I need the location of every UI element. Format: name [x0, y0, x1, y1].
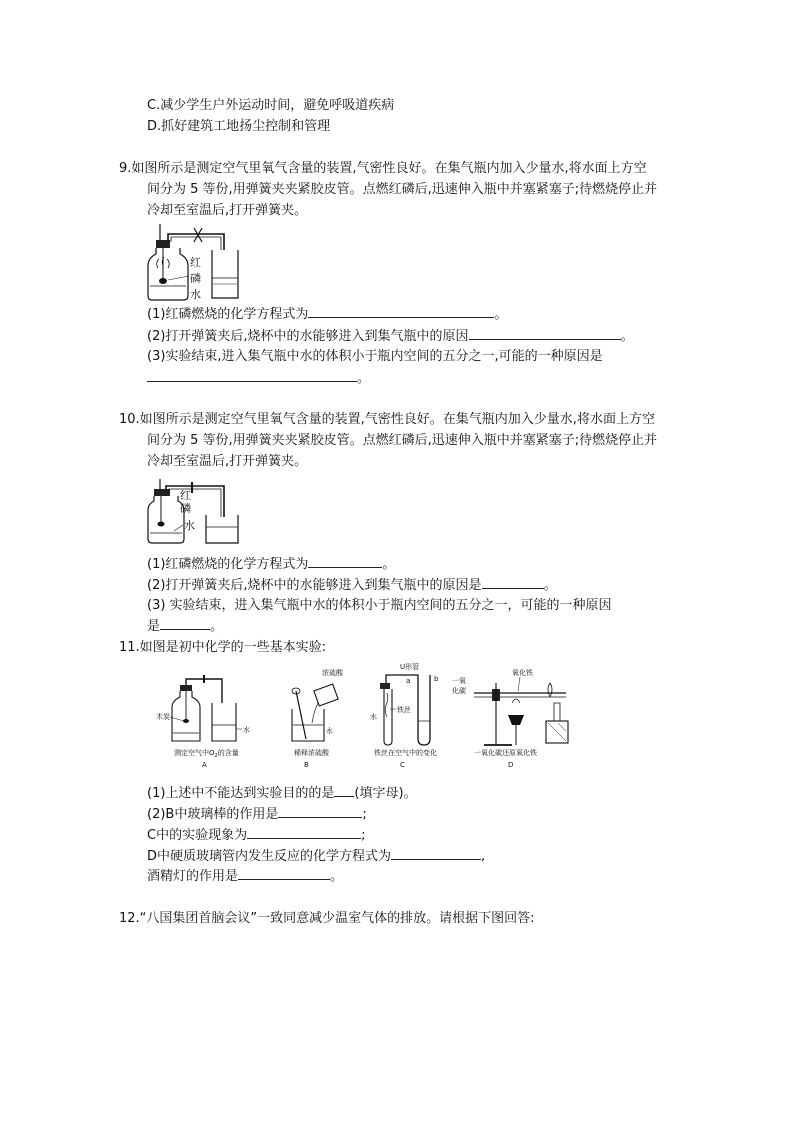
q11-c-label-b: b: [434, 675, 439, 683]
q11-sub-3: C中的实验现象为 ;: [147, 828, 366, 843]
q11-d-label-co-1: 一氧: [452, 677, 466, 685]
q9-stem-line-1: 9.如图所示是测定空气里氧气含量的装置,气密性良好。在集气瓶内加入少量水,将水面上方空: [119, 161, 647, 176]
q10-stem-line-2: 间分为 5 等份,用弹簧夹夹紧胶皮管。点燃红磷后,迅速伸入瓶中并塞紧塞子;待燃烧停止并: [147, 433, 658, 448]
q11-b-letter: B: [304, 761, 309, 769]
q11-figure-c: [370, 662, 439, 769]
q11-a-label-mutan: 木炭: [156, 713, 170, 721]
q10-sub-1-blank[interactable]: [308, 555, 382, 568]
q11-a-caption: 测定空气中$O_2$的含量: [174, 749, 239, 759]
q11-c-letter: C: [400, 761, 405, 769]
q9-sub-1-blank[interactable]: [308, 305, 494, 318]
q9-label-shui: 水: [190, 288, 201, 301]
q9-label-lin: 磷: [190, 272, 201, 285]
q9-sub-3-blank[interactable]: [147, 369, 357, 382]
q11-stem: 11.如图是初中化学的一些基本实验:: [119, 640, 327, 655]
q11-b-caption: 稀释浓硫酸: [294, 749, 329, 757]
q11-sub-4: D中硬质玻璃管内发生反应的化学方程式为 ,: [147, 849, 486, 864]
q10-sub-1: (1)红磷燃烧的化学方程式为 。: [147, 557, 396, 572]
q10-label-lin: 磷: [180, 502, 191, 515]
q10-sub-3: (3) 实验结束，进入集气瓶中水的体积小于瓶内空间的五分之一，可能的一种原因: [147, 598, 612, 613]
q11-b-label-acid: 浓硫酸: [322, 669, 343, 677]
q11-figure-d: [452, 668, 568, 769]
q11-d-label-fe2o3: 氧化铁: [512, 669, 533, 677]
q9-sub-2-blank[interactable]: [469, 327, 621, 340]
q11-sub-2: (2)B中玻璃棒的作用是 ;: [147, 807, 367, 822]
q11-sub-4-blank[interactable]: [391, 847, 481, 860]
q10-sub-3-blank[interactable]: [160, 617, 210, 630]
q11-experiments-figure: [156, 663, 586, 775]
q11-c-label-u: U形管: [400, 663, 420, 671]
q11-c-label-a: a: [406, 677, 411, 685]
q9-sub-3-cont: 。: [147, 369, 370, 388]
q12-stem: 12.“八国集团首脑会议”一致同意减少温室气体的排放。请根据下图回答:: [119, 911, 535, 926]
q8-option-c: C.减少学生户外运动时间，避免呼吸道疾病: [147, 98, 395, 113]
q10-sub-2-blank[interactable]: [482, 576, 544, 589]
q11-sub-1: (1)上述中不能达到实验目的的是 (填字母)。: [147, 786, 417, 801]
q10-apparatus-figure: [146, 477, 246, 547]
q9-sub-3: (3)实验结束,进入集气瓶中水的体积小于瓶内空间的五分之一,可能的一种原因是: [147, 349, 603, 364]
q11-sub-3-blank[interactable]: [247, 826, 361, 839]
q11-sub-5-blank[interactable]: [238, 867, 330, 880]
q11-sub-1-blank[interactable]: [334, 784, 354, 797]
q9-apparatus-figure: [146, 220, 246, 304]
q11-b-label-shui: 水: [326, 727, 333, 735]
q11-figure-b: [292, 668, 344, 769]
q11-a-label-shui: 水: [243, 726, 250, 734]
q11-a-letter: A: [202, 761, 207, 769]
q11-d-caption: 一氧化碳还原氧化铁: [474, 749, 537, 757]
q9-sub-1: (1)红磷燃烧的化学方程式为 。: [147, 307, 508, 322]
q11-d-letter: D: [508, 761, 514, 769]
q11-figure-a: [156, 675, 250, 769]
q10-sub-2: (2)打开弹簧夹后,烧杯中的水能够进入到集气瓶中的原因是 。: [147, 578, 557, 593]
q9-stem-line-2: 间分为 5 等份,用弹簧夹夹紧胶皮管。点燃红磷后,迅速伸入瓶中并塞紧塞子;待燃烧停止并: [147, 182, 658, 197]
q10-label-shui: 水: [184, 519, 195, 532]
q10-label-hong: 红: [180, 489, 191, 502]
q10-stem-line-3: 冷却至室温后,打开弹簧夹。: [147, 454, 308, 469]
q11-c-caption: 铁丝在空气中的变化: [374, 749, 437, 757]
q11-c-label-wire: 铁丝: [397, 706, 411, 714]
q11-c-label-shui: 水: [370, 713, 377, 721]
q10-stem-line-1: 10.如图所示是测定空气里氧气含量的装置,气密性良好。在集气瓶内加入少量水,将水面上方空: [119, 412, 655, 427]
q9-label-hong: 红: [190, 256, 201, 269]
q11-sub-2-blank[interactable]: [278, 805, 362, 818]
q9-sub-2: (2)打开弹簧夹后,烧杯中的水能够进入到集气瓶中的原因 。: [147, 329, 634, 344]
q10-sub-3-cont: 是 。: [147, 619, 224, 634]
q11-d-label-co-2: 化碳: [452, 687, 466, 695]
q11-sub-5: 酒精灯的作用是 。: [147, 869, 344, 884]
q8-option-d: D.抓好建筑工地扬尘控制和管理: [147, 119, 331, 134]
q9-stem-line-3: 冷却至室温后,打开弹簧夹。: [147, 203, 308, 218]
